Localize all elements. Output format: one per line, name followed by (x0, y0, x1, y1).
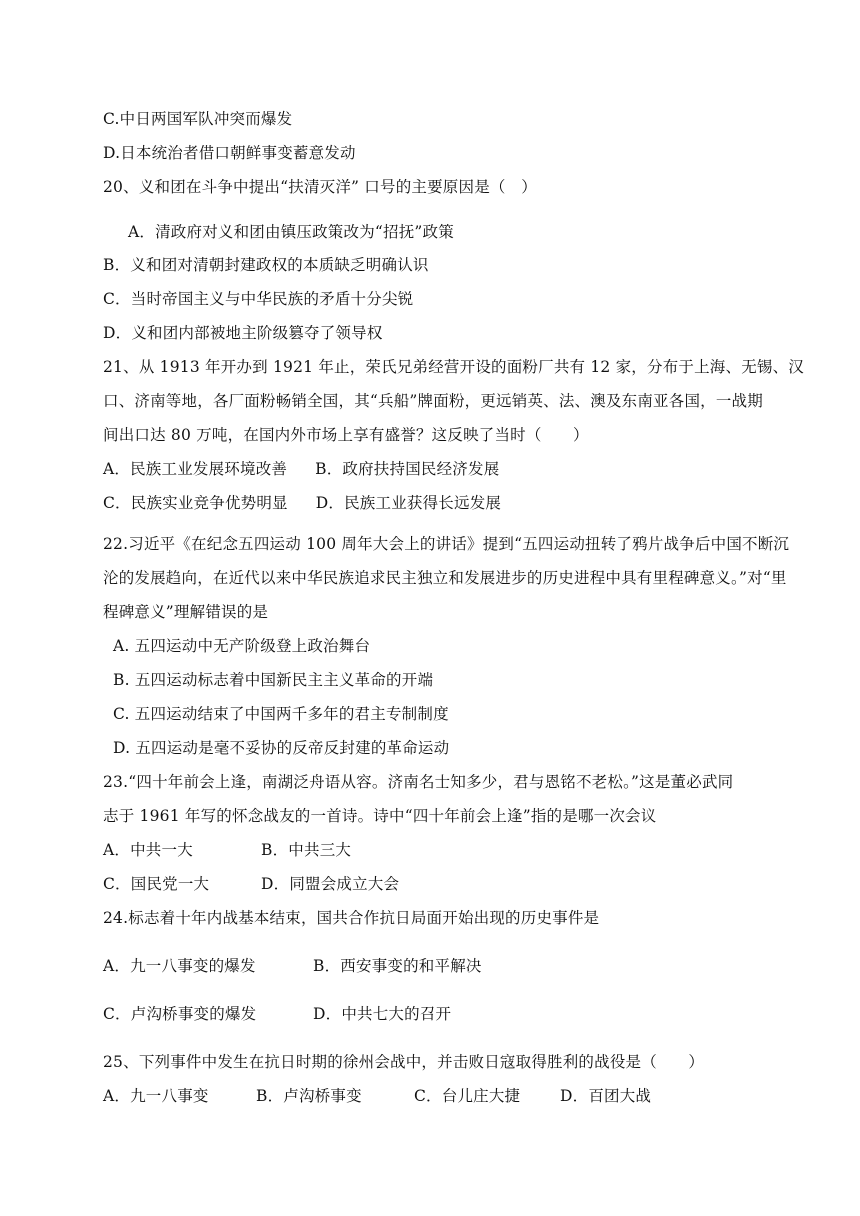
q23-stem-line2: 志于 1961 年写的怀念战友的一首诗。诗中“四十年前会上逢”指的是哪一次会议 (103, 807, 657, 825)
q24-option-c: C．卢沟桥事变的爆发 (103, 1005, 257, 1023)
q24-options-row2 (103, 1004, 451, 1024)
q21-stem-line2: 口、济南等地，各厂面粉畅销全国，其“兵船”牌面粉，更远销英、法、澳及东南亚各国，一战期 (103, 392, 763, 410)
q19-option-c: C.中日两国军队冲突而爆发 (103, 110, 293, 128)
q25-option-b: B．卢沟桥事变 (256, 1087, 362, 1105)
q21-option-a: A．民族工业发展环境改善 (103, 460, 288, 478)
q19-option-d: D.日本统治者借口朝鲜事变蓄意发动 (103, 144, 356, 162)
q23-options-row2 (103, 874, 399, 894)
q23-option-d: D．同盟会成立大会 (261, 875, 400, 893)
q20-option-c: C．当时帝国主义与中华民族的矛盾十分尖锐 (103, 290, 414, 308)
q24-stem: 24.标志着十年内战基本结束，国共合作抗日局面开始出现的历史事件是 (103, 909, 600, 927)
q20-option-a: A．清政府对义和团由镇压政策改为“招抚”政策 (128, 223, 454, 241)
q20-option-d: D．义和团内部被地主阶级篡夺了领导权 (103, 324, 383, 342)
q23-option-a: A．中共一大 (103, 841, 193, 859)
q21-option-c: C．民族实业竞争优势明显 (103, 494, 288, 512)
q22-option-a: A. 五四运动中无产阶级登上政治舞台 (113, 637, 371, 655)
q25-options-row (103, 1086, 651, 1106)
q20-stem: 20、义和团在斗争中提出“扶清灭洋” 口号的主要原因是（ ） (103, 178, 538, 196)
q24-options-row1 (103, 956, 482, 976)
q22-option-c: C. 五四运动结束了中国两千多年的君主专制制度 (113, 705, 449, 723)
q22-stem-line2: 沦的发展趋向，在近代以来中华民族追求民主独立和发展进步的历史进程中具有里程碑意义。”对“里 (103, 569, 787, 587)
q25-option-a: A．九一八事变 (103, 1087, 209, 1105)
q24-option-a: A．九一八事变的爆发 (103, 957, 256, 975)
q22-option-b: B. 五四运动标志着中国新民主主义革命的开端 (113, 671, 434, 689)
q23-option-c: C．国民党一大 (103, 875, 210, 893)
q22-stem-line3: 程碑意义”理解错误的是 (103, 603, 269, 621)
q23-option-b: B．中共三大 (261, 841, 352, 859)
q25-option-d: D．百团大战 (560, 1087, 652, 1105)
q21-options-row1 (103, 459, 499, 479)
q24-option-b: B．西安事变的和平解决 (313, 957, 482, 975)
q21-option-b: B．政府扶持国民经济发展 (315, 460, 500, 478)
q23-stem-line1: 23.“四十年前会上逢，南湖泛舟语从容。济南名士知多少，君与恩铭不老松。”这是董必武同 (103, 773, 734, 791)
q25-stem: 25、下列事件中发生在抗日时期的徐州会战中，并击败日寇取得胜利的战役是（ ） (103, 1053, 705, 1071)
q25-option-c: C．台儿庄大捷 (414, 1087, 521, 1105)
q22-stem-line1: 22.习近平《在纪念五四运动 100 周年大会上的讲话》提到“五四运动扭转了鸦片战争后中国不断沉 (103, 535, 790, 553)
q21-stem-line3: 间出口达 80 万吨，在国内外市场上享有盛誉？这反映了当时（ ） (103, 426, 589, 444)
q20-option-b: B．义和团对清朝封建政权的本质缺乏明确认识 (103, 256, 429, 274)
q21-options-row2 (103, 493, 501, 513)
q21-option-d: D．民族工业获得长远发展 (315, 494, 502, 512)
q24-option-d: D．中共七大的召开 (313, 1005, 452, 1023)
q22-option-d: D. 五四运动是毫不妥协的反帝反封建的革命运动 (113, 739, 450, 757)
q21-stem-line1: 21、从 1913 年开办到 1921 年止，荣氏兄弟经营开设的面粉厂共有 12 家，分布于上海、无锡、汉 (103, 358, 805, 376)
q23-options-row1 (103, 840, 351, 860)
